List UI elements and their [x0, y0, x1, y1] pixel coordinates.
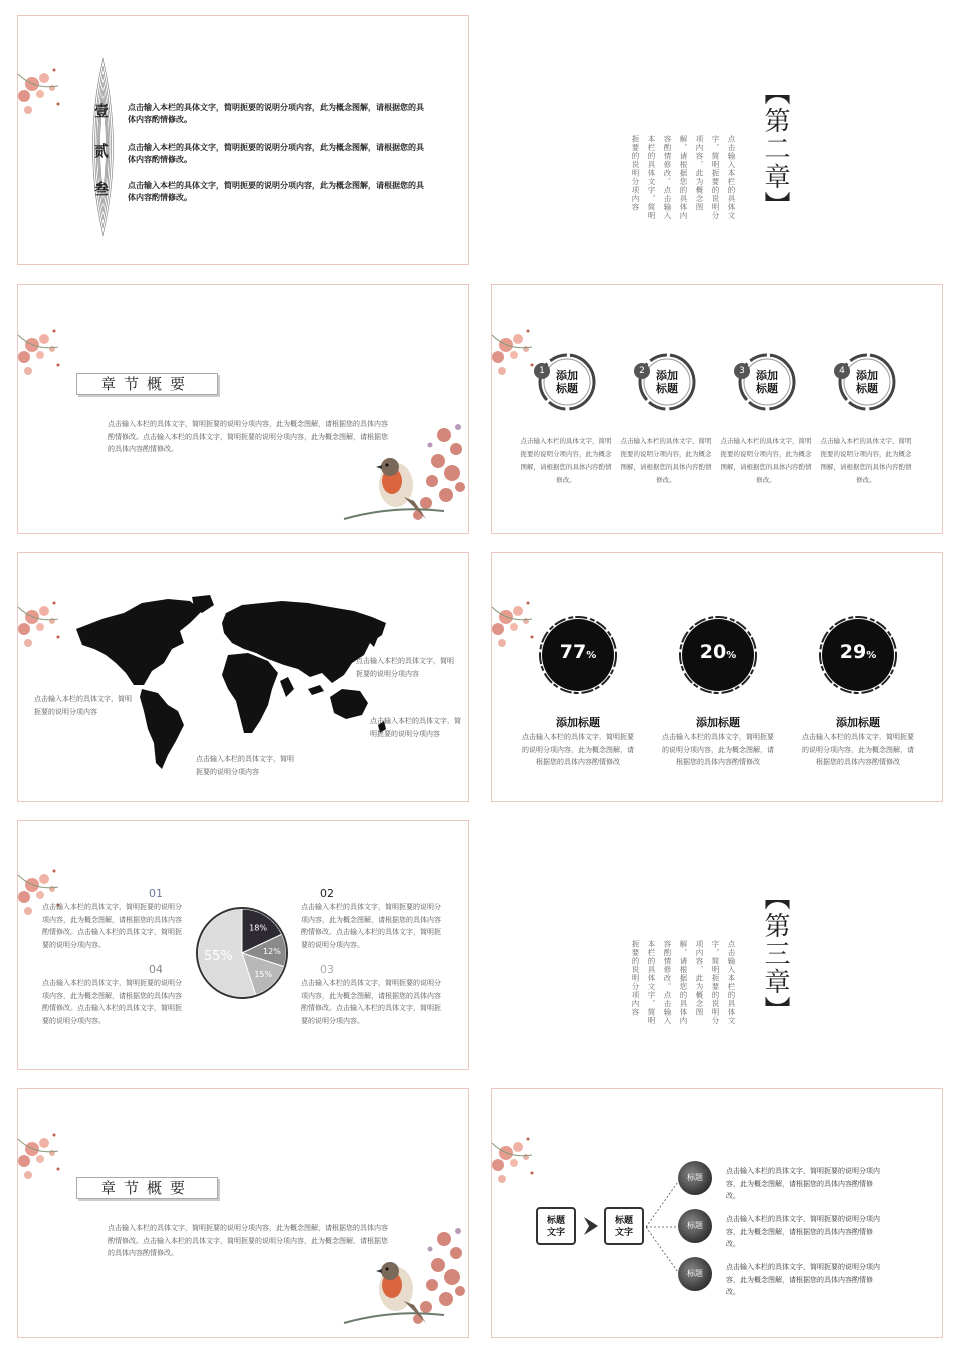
flower-decoration	[491, 1133, 542, 1193]
block-num-03: 03	[320, 963, 334, 976]
label-yi: 壹	[94, 102, 110, 120]
slide-2	[491, 15, 943, 265]
flow-box-2	[604, 1207, 644, 1245]
item-text: 点击输入本栏的具体文字，简明扼要的说明分项内容，此为概念图解，请根据您的具体内容酌情修改。	[726, 1263, 880, 1296]
section-body: 点击输入本栏的具体文字，简明扼要的说明分项内容，此为概念图解，请根据您的具体内容酌情修改。点击输入本栏的具体文字，简明扼要的说明分项内容，此为概念图解，请根据您的具体内容酌情修改。	[108, 1224, 388, 1257]
item-text: 点击输入本栏的具体文字，简明扼要的说明分项内容，此为概念图解，请根据您的具体内容酌情修改	[662, 733, 774, 766]
item-title: 添加标题	[556, 716, 600, 729]
chapter-body-column: 字，简明扼要的说明分	[711, 940, 720, 1025]
ink-dot-label: 标题	[678, 1161, 712, 1195]
item-text: 点击输入本栏的具体文字，简明扼要的说明分项内容，此为概念图解，请根据您的具体内容酌情修改。	[726, 1215, 880, 1248]
flower-decoration	[491, 597, 542, 657]
bird-flower-illustration	[334, 1219, 469, 1338]
chapter-body-column: 扼要的说明分项内容	[631, 940, 640, 1017]
chapter-title: 【第三章】	[760, 884, 790, 1024]
block-num-04: 04	[149, 963, 163, 976]
map-note-bottom: 点击输入本栏的具体文字，简明扼要的说明分项内容	[196, 755, 294, 776]
ink-dot-label: 标题	[678, 1257, 712, 1291]
slide-7	[17, 820, 469, 1070]
block-text-03: 点击输入本栏的具体文字，简明扼要的说明分项内容，此为概念图解，请根据您的具体内容酌情修改。点击输入本栏的具体文字，简明扼要的说明分项内容。	[301, 979, 441, 1025]
ring-number: 2	[634, 363, 650, 379]
chapter-body-column: 扼要的说明分项内容	[631, 135, 640, 212]
slide-1	[17, 15, 469, 265]
flower-decoration	[17, 64, 68, 124]
flower-decoration	[17, 1129, 68, 1189]
item-text-1: 点击输入本栏的具体文字，简明扼要的说明分项内容，此为概念图解，请根据您的具体内容酌情修改。	[128, 103, 424, 124]
slide-4	[491, 284, 943, 534]
chapter-body-column: 本栏的具体文字，简明	[647, 940, 656, 1025]
item-text: 点击输入本栏的具体文字，简明扼要的说明分项内容，此为概念图解，请根据您的具体内容酌情修改。	[726, 1167, 880, 1200]
ring-number: 1	[534, 363, 550, 379]
slide-5	[17, 552, 469, 802]
flower-decoration	[491, 325, 542, 385]
block-text-01: 点击输入本栏的具体文字，简明扼要的说明分项内容，此为概念图解，请根据您的具体内容酌情修改。点击输入本栏的具体文字，简明扼要的说明分项内容。	[42, 903, 182, 949]
section-title-box: 章节概要	[76, 1177, 218, 1199]
item-text-3: 点击输入本栏的具体文字，简明扼要的说明分项内容，此为概念图解，请根据您的具体内容酌情修改。	[128, 181, 424, 202]
percent-value	[818, 641, 898, 663]
map-note-right: 点击输入本栏的具体文字，简明扼要的说明分项内容	[370, 717, 461, 738]
ring-title: 添加 标题	[556, 369, 578, 395]
item-text: 点击输入本栏的具体文字，简明扼要的说明分项内容，此为概念图解，请根据您的具体内容酌情修改	[802, 733, 914, 766]
pie-label: 12%	[263, 947, 281, 957]
flow-box-1	[536, 1207, 576, 1245]
pie-label: 18%	[249, 923, 267, 933]
connector-lines	[646, 1177, 680, 1277]
block-text-02: 点击输入本栏的具体文字，简明扼要的说明分项内容，此为概念图解，请根据您的具体内容酌情修改。点击输入本栏的具体文字，简明扼要的说明分项内容。	[301, 903, 441, 949]
chapter-body-column: 本栏的具体文字，简明	[647, 135, 656, 220]
chapter-body-column: 容酌情修改。点击输入	[663, 135, 672, 220]
world-map	[72, 593, 392, 773]
chapter-body-column: 项内容，此为概念图	[695, 135, 704, 212]
label-er: 贰	[94, 142, 110, 160]
label-san: 叁	[94, 180, 110, 198]
percent-unit: %	[586, 650, 597, 661]
ring-number: 3	[734, 363, 750, 379]
section-title-box: 章节概要	[76, 373, 218, 395]
percent-unit: %	[726, 650, 737, 661]
section-body: 点击输入本栏的具体文字，简明扼要的说明分项内容，此为概念图解，请根据您的具体内容酌情修改。点击输入本栏的具体文字，简明扼要的说明分项内容，此为概念图解，请根据您的具体内容酌情修改。	[108, 420, 388, 453]
ring-text: 点击输入本栏的具体文字，简明扼要的说明分项内容，此为概念图解，请根据您的具体内容酌情修改。	[620, 437, 712, 484]
flow-box-2-label: 标题 文字	[614, 1216, 633, 1238]
block-text-04: 点击输入本栏的具体文字，简明扼要的说明分项内容，此为概念图解，请根据您的具体内容酌情修改。点击输入本栏的具体文字，简明扼要的说明分项内容。	[42, 979, 182, 1025]
chapter-body-column: 字，简明扼要的说明分	[711, 135, 720, 220]
flower-decoration	[17, 325, 68, 385]
percent-value	[678, 641, 758, 663]
slide-8	[491, 820, 943, 1070]
pie-label: 55%	[203, 948, 233, 964]
flow-box-1-label: 标题 文字	[546, 1216, 565, 1238]
item-text-2: 点击输入本栏的具体文字，简明扼要的说明分项内容，此为概念图解，请根据您的具体内容酌情修改。	[128, 143, 424, 164]
pie-label: 15%	[254, 970, 273, 980]
slide-6	[491, 552, 943, 802]
map-note-top: 点击输入本栏的具体文字，简明扼要的说明分项内容	[356, 657, 454, 678]
chapter-body-column: 点击输入本栏的具体文	[727, 135, 736, 220]
ring-text: 点击输入本栏的具体文字，简明扼要的说明分项内容，此为概念图解，请根据您的具体内容酌情修改。	[820, 437, 912, 484]
item-title: 添加标题	[696, 716, 740, 729]
ring-title: 添加 标题	[656, 369, 678, 395]
percent-unit: %	[866, 650, 877, 661]
slide-9	[17, 1088, 469, 1338]
ring-number: 4	[834, 363, 850, 379]
bird-flower-illustration	[334, 415, 469, 534]
chapter-body-column: 解，请根据您的具体内	[679, 940, 688, 1025]
chapter-body-column: 解，请根据您的具体内	[679, 135, 688, 220]
flower-decoration	[17, 597, 68, 657]
ring-text: 点击输入本栏的具体文字，简明扼要的说明分项内容，此为概念图解，请根据您的具体内容酌情修改。	[720, 437, 812, 484]
ring-title: 添加 标题	[756, 369, 778, 395]
chapter-body-column: 点击输入本栏的具体文	[727, 940, 736, 1025]
pie-chart	[194, 905, 290, 1001]
block-num-01: 01	[149, 887, 163, 900]
block-num-02: 02	[320, 887, 334, 900]
chevron-right-icon	[580, 1215, 602, 1237]
item-text: 点击输入本栏的具体文字，简明扼要的说明分项内容，此为概念图解，请根据您的具体内容酌情修改	[522, 733, 634, 766]
ring-title: 添加 标题	[856, 369, 878, 395]
ink-dot-label: 标题	[678, 1209, 712, 1243]
chapter-body-column: 容酌情修改。点击输入	[663, 940, 672, 1025]
ring-text: 点击输入本栏的具体文字，简明扼要的说明分项内容，此为概念图解，请根据您的具体内容酌情修改。	[520, 437, 612, 484]
percent-number: 29	[839, 641, 867, 663]
slide-10	[491, 1088, 943, 1338]
percent-number: 20	[699, 641, 727, 663]
percent-value	[538, 641, 618, 663]
percent-number: 77	[559, 641, 587, 663]
map-note-left: 点击输入本栏的具体文字，简明扼要的说明分项内容	[34, 695, 132, 716]
item-title: 添加标题	[836, 716, 880, 729]
chapter-title: 【第二章】	[760, 79, 790, 219]
slide-3	[17, 284, 469, 534]
chapter-body-column: 项内容，此为概念图	[695, 940, 704, 1017]
